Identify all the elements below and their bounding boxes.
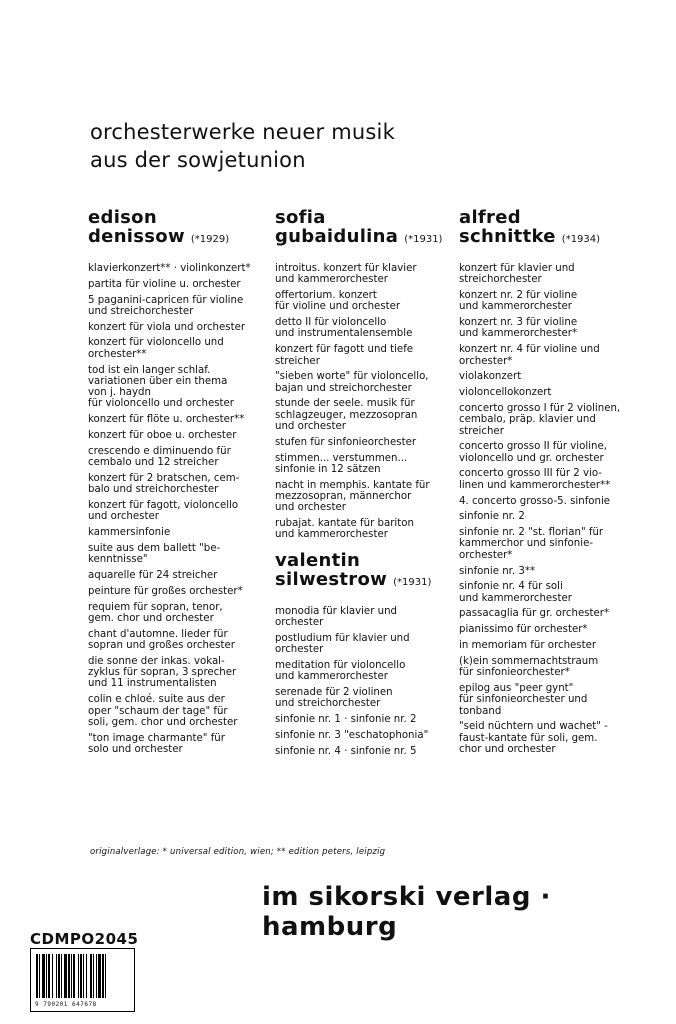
work-item: "seid nüchtern und wachet" - faust-kantate für soli, gem. chor und orchester (459, 721, 608, 755)
composer-first-name: sofia (275, 207, 326, 228)
work-item: concerto grosso I für 2 violinen, cembalo, präp. klavier und streicher (459, 402, 621, 437)
composer-heading-denissow (88, 208, 268, 249)
column-schnittke (459, 208, 644, 760)
work-item: peinture für großes orchester* (88, 585, 243, 597)
works-list-denissow (88, 263, 268, 755)
publisher-name: im sikorski verlag · hamburg (262, 882, 551, 942)
composer-first-name: edison (88, 207, 157, 228)
work-item: pianissimo für orchester* (459, 624, 588, 636)
composer-year: (*1934) (561, 234, 601, 245)
work-item: 4. concerto grosso-5. sinfonie (459, 495, 611, 507)
work-item: (k)ein sommernachtstraum für sinfonieorchester* (459, 655, 599, 679)
column-denissow (88, 208, 268, 760)
work-item: concerto grosso II für violine, violoncello und gr. orchester (459, 441, 607, 464)
composer-heading-silwestrow (275, 551, 455, 592)
work-item: sinfonie nr. 1 · sinfonie nr. 2 (275, 714, 417, 726)
barcode-number: 9 790201 647678 (35, 1001, 97, 1008)
work-item: "ton image charmante" für solo und orchester (88, 732, 225, 755)
work-item: introitus. konzert für klavier und kammerorchester (275, 263, 417, 286)
column-gubaidulina-silwestrow (275, 208, 455, 762)
work-item: suite aus dem ballett "be- kenntnisse" (88, 542, 221, 566)
work-item: die sonne der inkas. vokal- zyklus für sopran, 3 sprecher und 11 instrumentalisten (88, 655, 237, 690)
work-item: konzert nr. 2 für violine und kammerorchester (459, 290, 578, 313)
work-item: konzert für 2 bratschen, cem- balo und streichorchester (88, 472, 240, 496)
work-item: konzert für viola und orchester (88, 321, 246, 333)
work-item: kammersinfonie (88, 527, 171, 539)
composer-first-name: alfred (459, 207, 521, 228)
page-title (90, 118, 395, 174)
composer-year: (*1931) (393, 576, 432, 588)
work-item: colin e chloé. suite aus der oper "schaum der tage" für soli, gem. chor und orchester (88, 694, 238, 728)
composer-year: (*1931) (404, 234, 443, 245)
work-item: sinfonie nr. 3 "eschatophonia" (275, 729, 429, 741)
work-item: postludium für klavier und orchester (275, 632, 410, 656)
works-list-schnittke (459, 263, 644, 755)
work-item: konzert nr. 3 für violine und kammerorchester* (459, 317, 578, 340)
title-line-2: aus der sowjetunion (90, 148, 306, 172)
work-item: serenade für 2 violinen und streichorchester (275, 687, 393, 710)
work-item: epilog aus "peer gynt" für sinfonieorchester und tonband (459, 682, 588, 717)
composer-first-name: valentin (275, 549, 361, 571)
barcode (30, 948, 135, 1012)
work-item: stufen für sinfonieorchester (275, 436, 417, 448)
composer-last-name: silwestrow (275, 568, 388, 590)
work-item: sinfonie nr. 4 für soli und kammerorchester (459, 581, 572, 604)
composer-last-name: schnittke (459, 226, 556, 247)
catalog-code: CDMPO2045 (30, 930, 139, 948)
work-item: nacht in memphis. kantate für mezzosopran, männerchor und orchester (275, 479, 430, 514)
work-item: konzert für fagott, violoncello und orchester (88, 500, 239, 523)
publisher-footnote: originalverlage: * universal edition, wien; ** edition peters, leipzig (90, 847, 386, 857)
composer-year: (*1929) (190, 234, 230, 245)
work-item: sinfonie nr. 2 "st. florian" für kammerchor und sinfonie- orchester* (459, 527, 604, 561)
work-item: partita für violine u. orchester (88, 278, 241, 290)
works-list-gubaidulina (275, 263, 455, 541)
work-item: klavierkonzert** · violinkonzert* (88, 263, 251, 274)
composer-heading-gubaidulina (275, 208, 455, 249)
work-item: aquarelle für 24 streicher (88, 570, 218, 582)
work-item: rubajat. kantate für bariton und kammerorchester (275, 518, 414, 541)
work-item: violoncellokonzert (459, 387, 552, 399)
work-item: konzert für flöte u. orchester** (88, 414, 245, 426)
composer-last-name: gubaidulina (275, 226, 399, 247)
work-item: offertorium. konzert für violine und orchester (275, 290, 401, 313)
work-item: konzert für violoncello und orchester** (88, 337, 224, 360)
work-item: chant d'automne. lieder für sopran und großes orchester (88, 628, 235, 652)
composer-heading-schnittke (459, 208, 644, 249)
work-item: sinfonie nr. 2 (459, 511, 525, 523)
work-item: sinfonie nr. 3** (459, 565, 536, 577)
work-item: stunde der seele. musik für schlagzeuger, mezzosopran und orchester (275, 398, 418, 433)
work-item: konzert für klavier und streichorchester (459, 263, 575, 286)
work-item: meditation für violoncello und kammerorchester (275, 659, 406, 683)
work-item: konzert für oboe u. orchester (88, 430, 237, 442)
work-item: crescendo e diminuendo für cembalo und 12 streicher (88, 445, 231, 469)
work-item: 5 paganini-capricen für violine und streichorchester (88, 294, 244, 317)
work-item: monodia für klavier und orchester (275, 605, 398, 629)
work-item: konzert nr. 4 für violine und orchester* (459, 344, 600, 367)
work-item: stimmen... verstummen... sinfonie in 12 sätzen (275, 452, 408, 475)
composer-last-name: denissow (88, 226, 185, 247)
work-item: violakonzert (459, 371, 522, 383)
work-item: requiem für sopran, tenor, gem. chor und orchester (88, 601, 223, 624)
works-list-silwestrow (275, 606, 455, 757)
work-item: "sieben worte" für violoncello, bajan und streichorchester (275, 371, 429, 394)
work-item: passacaglia für gr. orchester* (459, 608, 610, 620)
work-item: sinfonie nr. 4 · sinfonie nr. 5 (275, 745, 417, 757)
barcode-bars (36, 954, 130, 998)
work-item: concerto grosso III für 2 vio- linen und kammerorchester** (459, 468, 611, 491)
title-line-1: orchesterwerke neuer musik (90, 120, 395, 144)
work-item: tod ist ein langer schlaf. variationen über ein thema von j. haydn für violoncello und orchester (88, 364, 234, 410)
work-item: in memoriam für orchester (459, 640, 597, 652)
work-item: konzert für fagott und tiefe streicher (275, 344, 414, 367)
work-item: detto II für violoncello und instrumentalensemble (275, 317, 413, 340)
